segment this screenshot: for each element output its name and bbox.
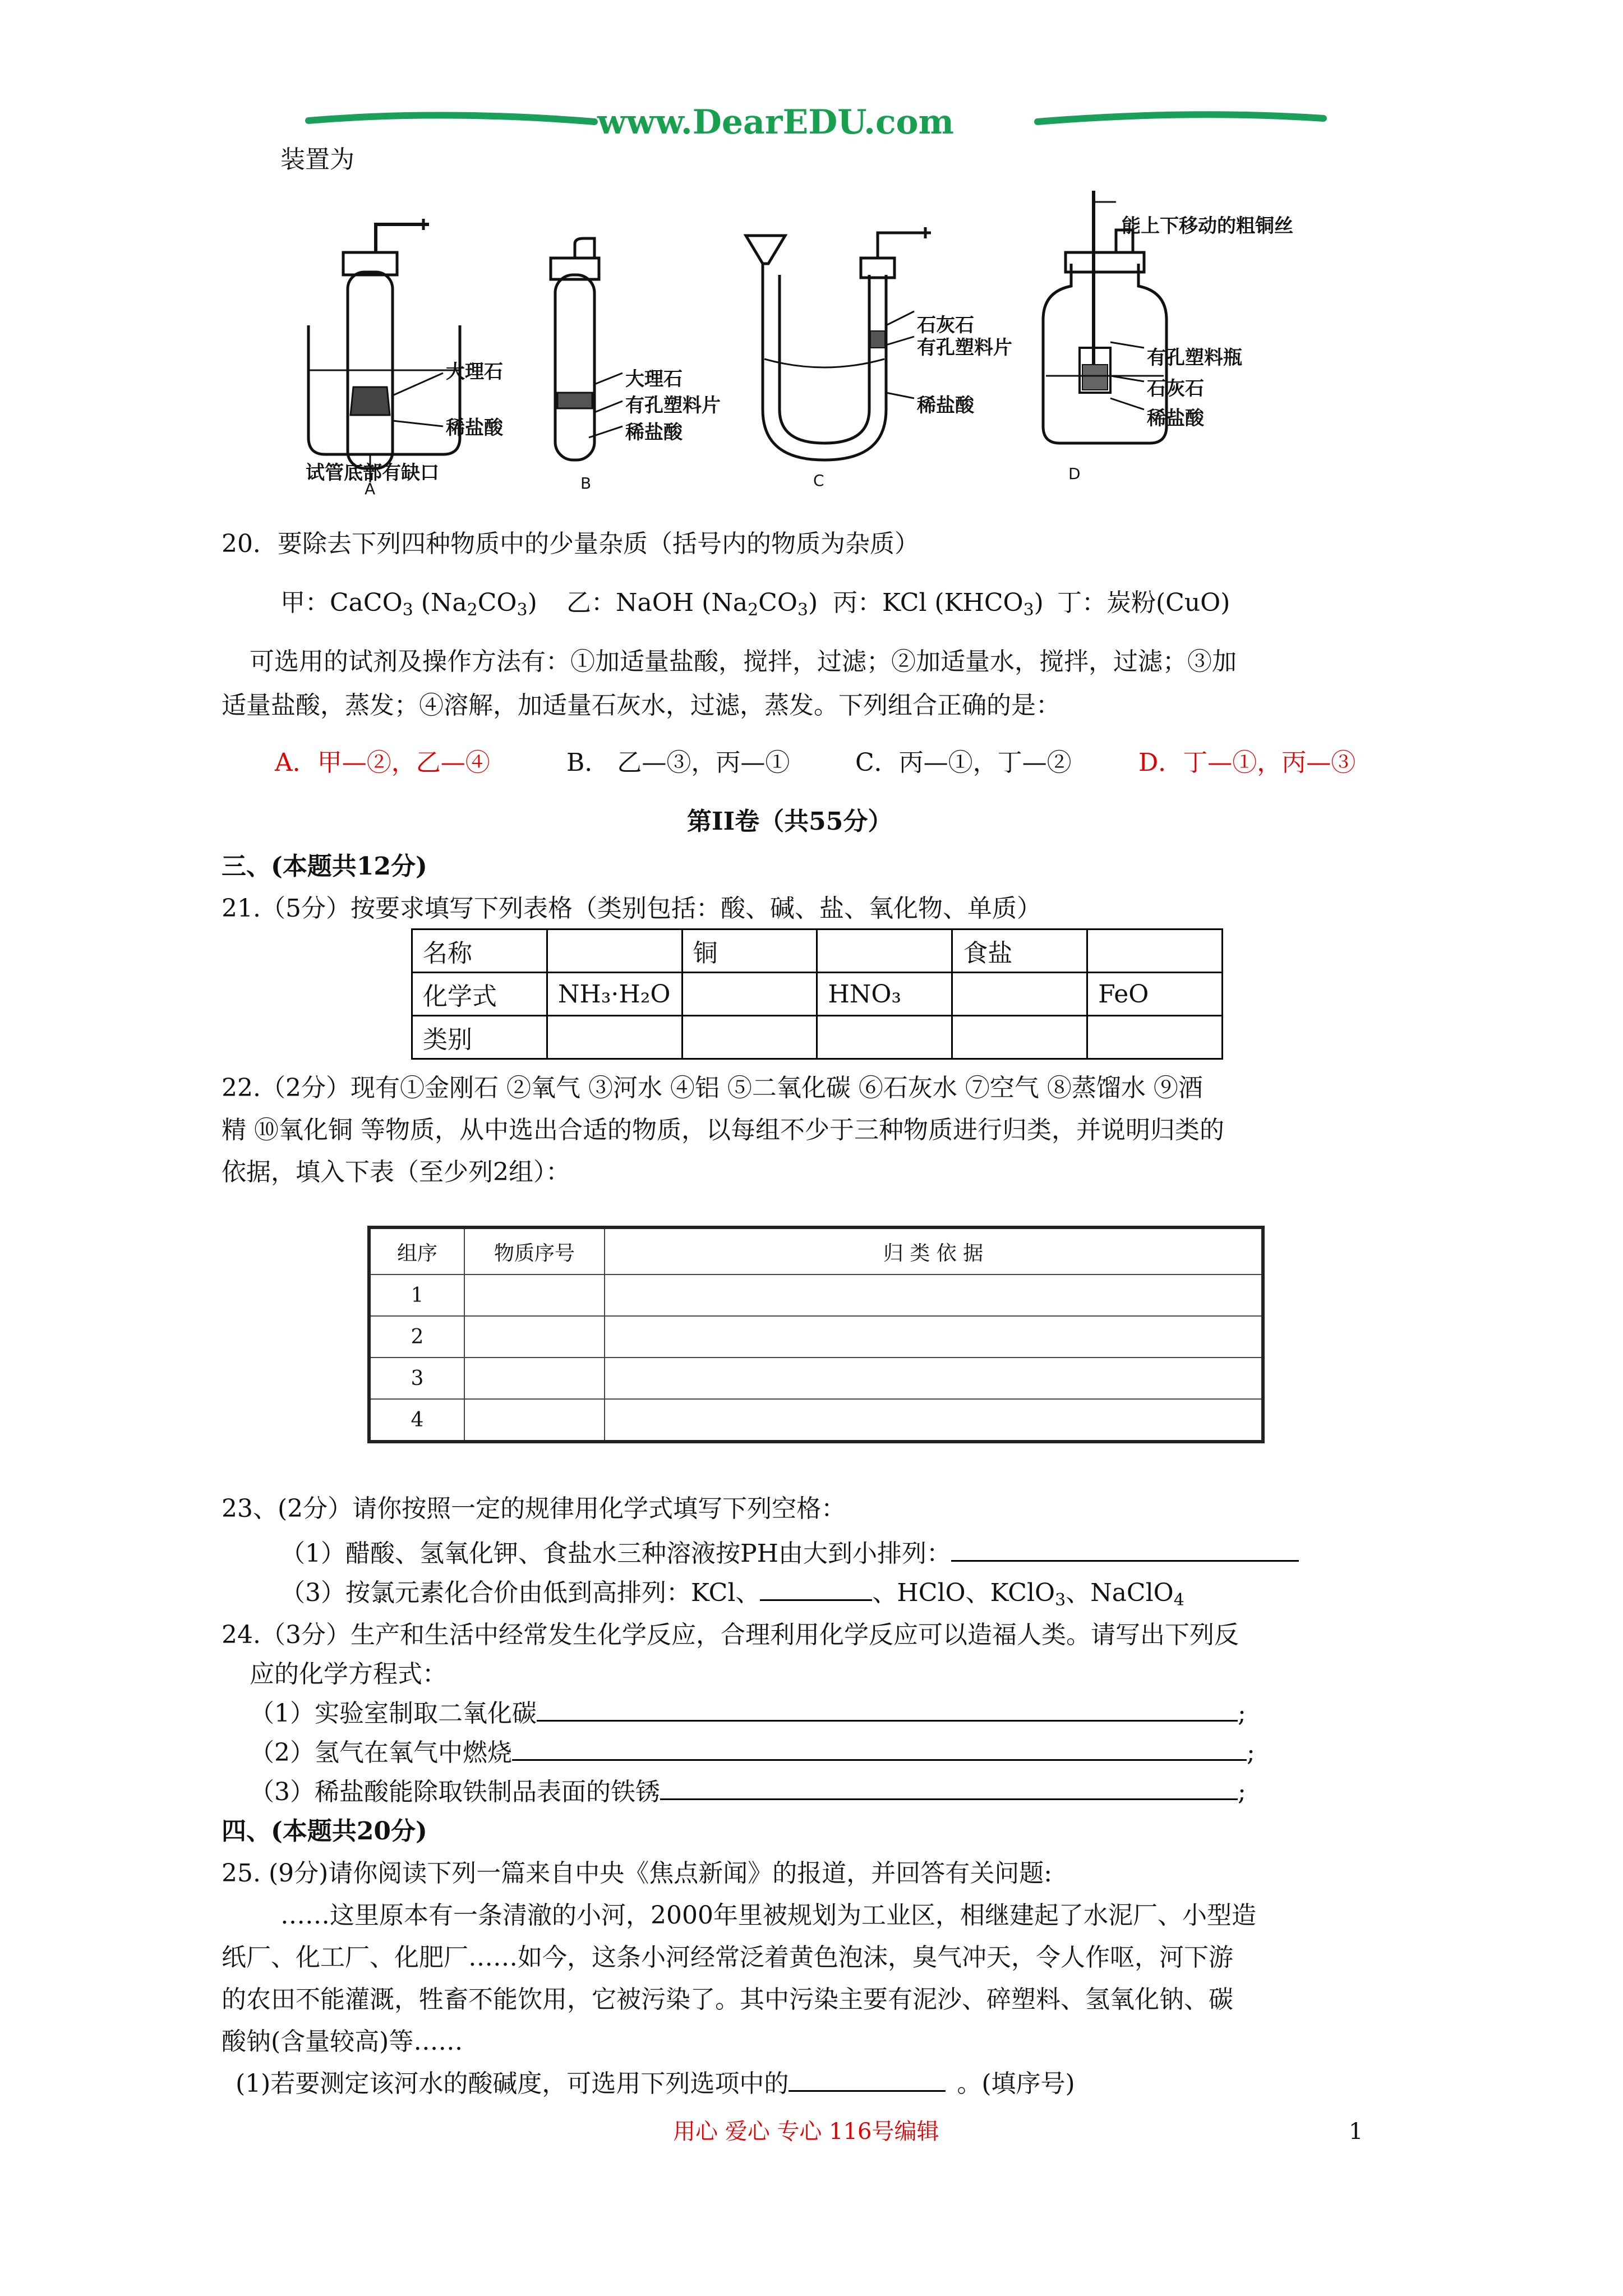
table-header-row: [369, 1227, 1263, 1274]
table-row: [369, 1274, 1263, 1316]
q20-methods-line1: 可选用的试剂及操作方法有：①加适量盐酸，搅拌，过滤；②加适量水，搅拌，过滤；③加: [250, 647, 1237, 676]
q23-s3: （3）按氯元素化合价由低到高排列：KCl、 、HClO、KClO$_3$、NaClO$_4$: [280, 1579, 1184, 1610]
table-cell[interactable]: [605, 1274, 1263, 1316]
label-d-part1: 能上下移动的粗铜丝: [1122, 215, 1293, 237]
table-cell: 铜: [682, 930, 817, 973]
table-cell[interactable]: [464, 1274, 605, 1316]
table-cell[interactable]: [682, 973, 817, 1016]
column-header: 组序: [369, 1227, 464, 1274]
table-cell[interactable]: [464, 1358, 605, 1399]
column-header: 物质序号: [464, 1227, 605, 1274]
label-a-caption: 试管底部有缺口: [306, 462, 439, 484]
table-cell[interactable]: [952, 973, 1087, 1016]
table-row: [369, 1399, 1263, 1442]
q25-passage-line3: 的农田不能灌溉，牲畜不能饮用，它被污染了。其中污染主要有泥沙、碎塑料、氢氧化钠、碳: [222, 1985, 1233, 2014]
part2-title: 第II卷（共55分）: [687, 807, 893, 836]
q25-passage-line4: 酸钠(含量较高)等……: [222, 2027, 463, 2056]
table-cell[interactable]: [682, 1016, 817, 1059]
section4-heading: 四、(本题共20分): [222, 1817, 427, 1846]
row-index: 4: [369, 1399, 464, 1442]
label-a: A: [365, 480, 376, 498]
answer-blank[interactable]: [660, 1798, 1238, 1800]
q22-line2: 精 ⑩氧化铜 等物质，从中选出合适的物质，以每组不少于三种物质进行归类，并说明归类的: [222, 1116, 1224, 1144]
row-index: 1: [369, 1274, 464, 1316]
table-cell: FeO: [1087, 973, 1223, 1016]
table-row: [412, 1016, 1223, 1059]
apparatus-figure: [292, 191, 1279, 505]
q25-passage-line2: 纸厂、化工厂、化肥厂……如今，这条小河经常泛着黄色泡沫，臭气冲天，令人作呕，河下游: [222, 1943, 1233, 1972]
table-cell[interactable]: [605, 1358, 1263, 1399]
q24-line2: 应的化学方程式：: [250, 1660, 447, 1688]
table-row: [369, 1316, 1263, 1358]
q25-q1: (1)若要测定该河水的酸碱度，可选用下列选项中的 。(填序号): [236, 2069, 1075, 2098]
q20-stem: 20．要除去下列四种物质中的少量杂质（括号内的物质为杂质）: [222, 530, 919, 558]
label-d-part3: 石灰石: [1147, 378, 1204, 400]
q22-table: [367, 1226, 1265, 1443]
answer-blank[interactable]: [789, 2090, 946, 2092]
label-c-part2: 有孔塑料片: [917, 337, 1012, 359]
label-b-part2: 有孔塑料片: [625, 394, 721, 417]
intro-fragment: 装置为: [280, 145, 354, 174]
answer-blank[interactable]: [760, 1599, 872, 1601]
label-d: D: [1068, 464, 1081, 483]
label-c-part1: 石灰石: [917, 314, 974, 337]
q20-option-b[interactable]: B． 乙—③，丙—①: [566, 748, 790, 777]
table-cell: 名称: [412, 930, 547, 973]
q20-option-d[interactable]: D．丁—①，丙—③: [1138, 748, 1356, 777]
answer-blank[interactable]: [951, 1560, 1299, 1562]
q21-table: [411, 928, 1223, 1060]
table-cell[interactable]: [464, 1399, 605, 1442]
q24-s2: （2）氢气在氧气中燃烧 ;: [250, 1738, 1255, 1767]
label-b-part3: 稀盐酸: [625, 421, 683, 444]
q25-stem: 25. (9分)请你阅读下列一篇来自中央《焦点新闻》的报道，并回答有关问题:: [222, 1859, 1053, 1888]
q21-stem: 21.（5分）按要求填写下列表格（类别包括：酸、碱、盐、氧化物、单质）: [222, 894, 1041, 923]
table-cell[interactable]: [817, 930, 952, 973]
q22-line1: 22.（2分）现有①金刚石 ②氧气 ③河水 ④铝 ⑤二氧化碳 ⑥石灰水 ⑦空气 ⑧蒸馏水 ⑨酒: [222, 1074, 1203, 1102]
q25-passage-line1: ……这里原本有一条清澈的小河，2000年里被规划为工业区，相继建起了水泥厂、小型造: [280, 1901, 1256, 1930]
table-cell[interactable]: [464, 1316, 605, 1358]
header-site[interactable]: www.DearEDU.com: [597, 103, 955, 142]
q20-option-c[interactable]: C．丙—①，丁—②: [855, 748, 1072, 777]
q20-items: [280, 586, 537, 620]
table-row: [412, 930, 1223, 973]
table-cell[interactable]: [952, 1016, 1087, 1059]
answer-blank[interactable]: [512, 1759, 1247, 1761]
column-header: 归 类 依 据: [605, 1227, 1263, 1274]
row-index: 2: [369, 1316, 464, 1358]
table-row: [412, 973, 1223, 1016]
q20-item-yi: 乙：NaOH $(Na_2CO_3)$: [566, 588, 818, 620]
table-cell: 化学式: [412, 973, 547, 1016]
q24-s1: （1）实验室制取二氧化碳 ;: [250, 1699, 1246, 1728]
table-cell[interactable]: [605, 1316, 1263, 1358]
q20-option-a[interactable]: A．甲—②，乙—④: [275, 748, 490, 777]
answer-blank[interactable]: [537, 1720, 1238, 1722]
table-cell: 食盐: [952, 930, 1087, 973]
q24-s3: （3）稀盐酸能除取铁制品表面的铁锈 ;: [250, 1778, 1246, 1806]
table-cell[interactable]: [547, 1016, 682, 1059]
page-number: 1: [1349, 2119, 1363, 2145]
table-cell: NH₃·H₂O: [547, 973, 682, 1016]
row-index: 3: [369, 1358, 464, 1399]
table-cell: HNO₃: [817, 973, 952, 1016]
label-a-part2: 稀盐酸: [446, 417, 503, 439]
q24-line1: 24.（3分）生产和生活中经常发生化学反应，合理利用化学反应可以造福人类。请写出下列反: [222, 1621, 1239, 1649]
label-d-part4: 稀盐酸: [1147, 407, 1204, 430]
table-cell[interactable]: [817, 1016, 952, 1059]
label-b: B: [580, 474, 592, 493]
q22-line3: 依据，填入下表（至少列2组）：: [222, 1158, 570, 1186]
table-row: [369, 1358, 1263, 1399]
footer-text: 用心 爱心 专心 116号编辑: [673, 2119, 939, 2145]
q20-item-jia: 甲：CaCO$_3$ $(Na_2CO_3)$: [280, 588, 537, 620]
table-cell[interactable]: [1087, 930, 1223, 973]
label-c: C: [813, 471, 824, 490]
table-cell: 类别: [412, 1016, 547, 1059]
label-a-part1: 大理石: [446, 361, 503, 383]
label-c-part3: 稀盐酸: [917, 394, 974, 417]
label-d-part2: 有孔塑料瓶: [1147, 347, 1242, 369]
q20-item-ding: 丁：炭粉(CuO): [1057, 588, 1230, 617]
q23-stem: 23、(2分）请你按照一定的规律用化学式填写下列空格：: [222, 1494, 846, 1523]
table-cell[interactable]: [547, 930, 682, 973]
label-b-part1: 大理石: [625, 368, 683, 390]
section3-heading: 三、(本题共12分): [222, 852, 427, 881]
q23-s1: （1）醋酸、氢氧化钾、食盐水三种溶液按PH由大到小排列：: [280, 1537, 1299, 1571]
q20-item-bing: 丙：KCl $(KHCO_3)$: [833, 588, 1044, 620]
table-cell[interactable]: [605, 1399, 1263, 1442]
table-cell[interactable]: [1087, 1016, 1223, 1059]
q20-methods-line2: 适量盐酸，蒸发；④溶解，加适量石灰水，过滤，蒸发。下列组合正确的是：: [222, 691, 1061, 720]
